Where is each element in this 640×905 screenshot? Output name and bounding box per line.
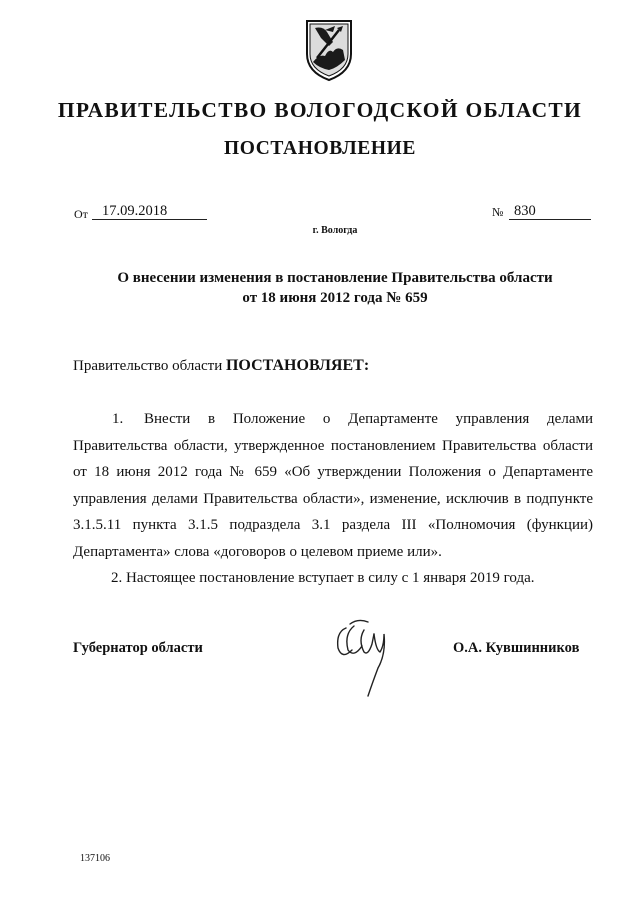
handwritten-signature <box>328 610 398 702</box>
signatory-name: О.А. Кувшинников <box>453 640 580 656</box>
document-type-title: ПОСТАНОВЛЕНИЕ <box>223 138 417 159</box>
footer-code: 137106 <box>80 853 110 864</box>
signatory-title: Губернатор области <box>73 640 203 656</box>
date-label: От <box>74 207 88 221</box>
document-subject <box>70 268 600 308</box>
document-date: 17.09.2018 <box>102 203 168 219</box>
document-number: 830 <box>514 203 536 219</box>
subject-line-1: О внесении изменения в постановление Правительства области <box>117 270 553 286</box>
paragraph-2: 2. Настоящее постановление вступает в силу с 1 января 2019 года. <box>111 570 535 586</box>
subject-line-2: от 18 июня 2012 года № 659 <box>242 290 428 306</box>
paragraph-1-number: 1. <box>112 411 124 427</box>
coat-of-arms-icon <box>303 18 355 82</box>
organization-title: ПРАВИТЕЛЬСТВО ВОЛОГОДСКОЙ ОБЛАСТИ <box>57 98 583 122</box>
preamble <box>73 357 369 375</box>
document-number-field <box>509 203 591 220</box>
city-label: г. Вологда <box>312 225 358 236</box>
preamble-emphasis: ПОСТАНОВЛЯЕТ: <box>225 357 370 374</box>
paragraph-1-text: Внести в Положение о Департаменте управления делами Правительства области, утвержденное постановлением Правительства области от 18 июня 2012 года № 659 «Об утверждении Положения о Департаменте управления делами Правительства области», изменение, исключив в подпункте 3.1.5.11 пункта 3.1.5 подраздела 3.1 раздела III «Полномочия (функции) Департамента» слова «договоров о целевом приеме или». <box>73 411 593 560</box>
document-body <box>73 406 593 592</box>
preamble-text: Правительство области <box>73 358 226 374</box>
document-date-field <box>92 203 207 220</box>
paragraph-1 <box>73 406 593 565</box>
number-label: № <box>492 205 504 219</box>
